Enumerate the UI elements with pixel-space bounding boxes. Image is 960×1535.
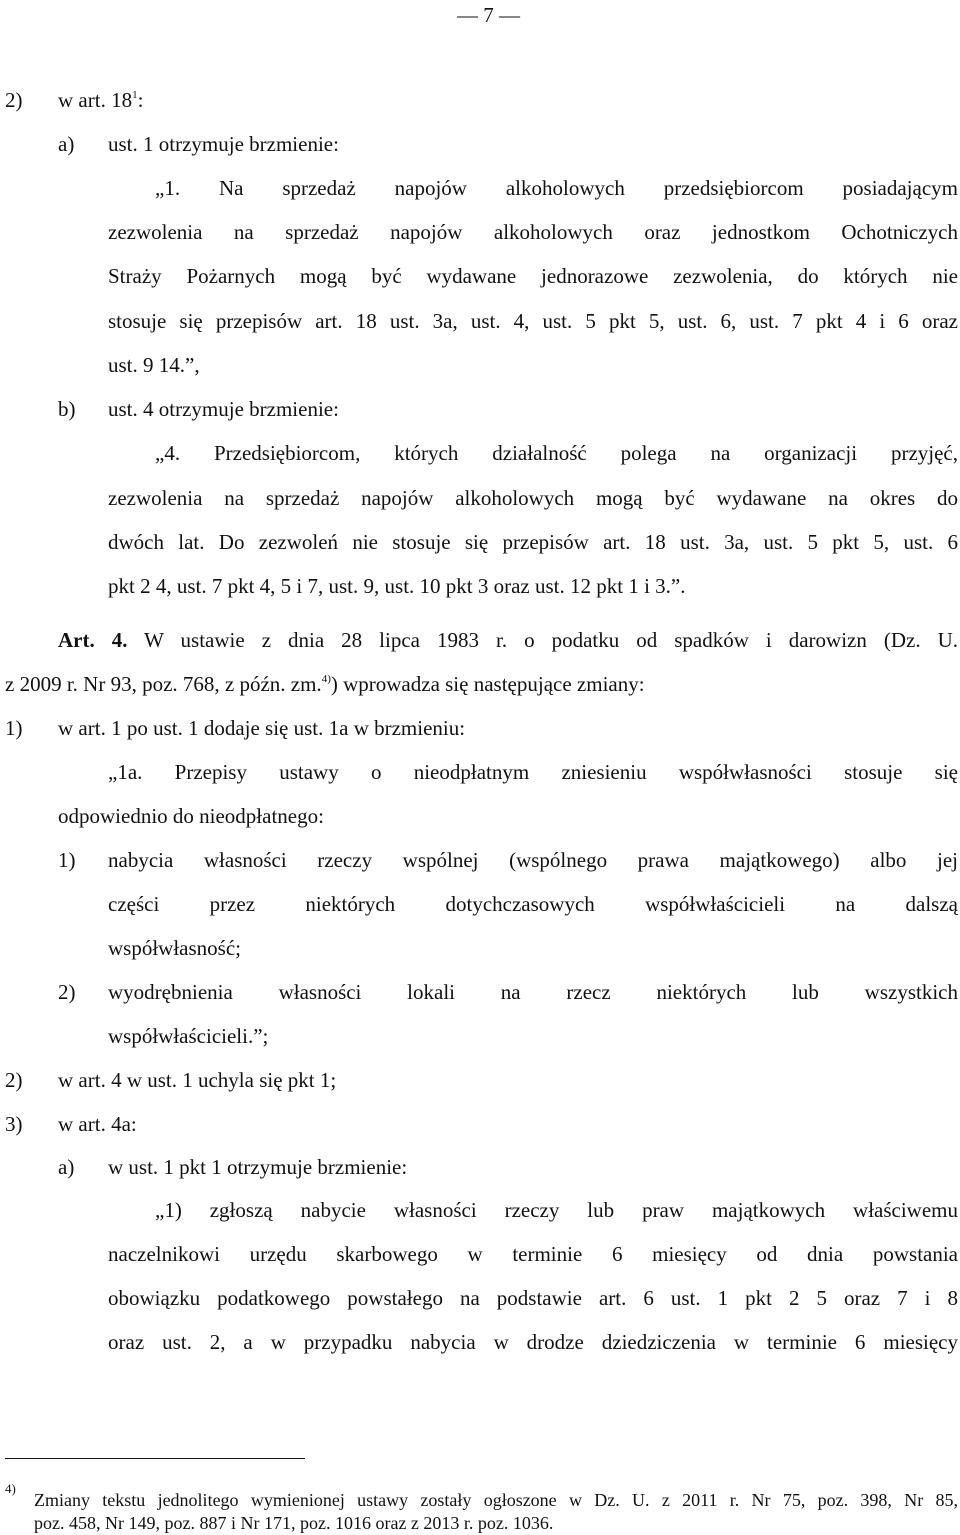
list-label: 3) (5, 1112, 23, 1136)
text-line: odpowiednio do nieodpłatnego: (58, 804, 324, 828)
text-line: ust. 1 otrzymuje brzmienie: (108, 132, 339, 156)
footnote-ref: 4) (321, 673, 331, 685)
superscript: 1 (132, 89, 138, 101)
text-line: ust. 9 14.”, (108, 353, 200, 377)
page-number: — 7 — (457, 3, 520, 27)
list-label: 2) (58, 980, 76, 1004)
text-line: ust. 4 otrzymuje brzmienie: (108, 397, 339, 421)
text-line: nabycia własności rzeczy wspólnej (wspólnego prawa majątkowego) albo jej (108, 848, 958, 872)
text-line: wyodrębnienia własności lokali na rzecz niektórych lub wszystkich (108, 980, 958, 1004)
footnote-mark: 4) (5, 1481, 16, 1496)
text-line: zezwolenia na sprzedaż napojów alkoholowych mogą być wydawane na okres do (108, 486, 958, 510)
footnote-text: poz. 458, Nr 149, poz. 887 i Nr 171, poz. 1016 oraz z 2013 r. poz. 1036. (34, 1513, 554, 1533)
text-line: Art. 4. W ustawie z dnia 28 lipca 1983 r. o podatku od spadków i darowizn (Dz. U. (58, 628, 958, 652)
text-line: zezwolenia na sprzedaż napojów alkoholowych oraz jednostkom Ochotniczych (108, 220, 958, 244)
text-line: dwóch lat. Do zezwoleń nie stosuje się przepisów art. 18 ust. 3a, ust. 5 pkt 5, ust. 6 (108, 530, 958, 554)
list-label: a) (58, 1155, 75, 1179)
text-line: obowiązku podatkowego powstałego na podstawie art. 6 ust. 1 pkt 2 5 oraz 7 i 8 (108, 1286, 958, 1310)
text-line: w art. 4 w ust. 1 uchyla się pkt 1; (58, 1068, 337, 1092)
text-line: naczelnikowi urzędu skarbowego w terminie 6 miesięcy od dnia powstania (108, 1242, 958, 1266)
text-line: Straży Pożarnych mogą być wydawane jednorazowe zezwolenia, do których nie (108, 264, 958, 288)
text-line: pkt 2 4, ust. 7 pkt 4, 5 i 7, ust. 9, ust. 10 pkt 3 oraz ust. 12 pkt 1 i 3.”. (108, 574, 686, 598)
text-line: „1a. Przepisy ustawy o nieodpłatnym zniesieniu współwłasności stosuje się (108, 760, 958, 784)
list-label: 2) (5, 1068, 23, 1092)
text-line: „4. Przedsiębiorcom, których działalność polega na organizacji przyjęć, (155, 441, 958, 465)
text-line: w ust. 1 pkt 1 otrzymuje brzmienie: (108, 1155, 408, 1179)
text-line: stosuje się przepisów art. 18 ust. 3a, ust. 4, ust. 5 pkt 5, ust. 6, ust. 7 pkt 4 i 6 oraz (108, 309, 958, 333)
text-line: oraz ust. 2, a w przypadku nabycia w drodze dziedziczenia w terminie 6 miesięcy (108, 1330, 958, 1354)
text-line: współwłasność; (108, 936, 241, 960)
text-line: w art. 1 po ust. 1 dodaje się ust. 1a w brzmieniu: (58, 716, 466, 740)
list-label: b) (58, 397, 76, 421)
list-label: a) (58, 132, 75, 156)
text-line: współwłaścicieli.”; (108, 1024, 269, 1048)
text-line: w art. 4a: (58, 1112, 137, 1136)
list-label: 1) (5, 716, 23, 740)
footnote-text: Zmiany tekstu jednolitego wymienionej ustawy zostały ogłoszone w Dz. U. z 2011 r. Nr 75, poz. 398, Nr 85, (34, 1490, 958, 1510)
article-heading: Art. 4. (58, 628, 128, 652)
text-line: „1) zgłoszą nabycie własności rzeczy lub praw majątkowych właściwemu (155, 1198, 958, 1222)
text-line: części przez niektórych dotychczasowych współwłaścicieli na dalszą (108, 892, 958, 916)
text-line: z 2009 r. Nr 93, poz. 768, z późn. zm.$^{4)}$) wprowadza się następujące zmiany: (5, 672, 645, 696)
text-line: „1. Na sprzedaż napojów alkoholowych przedsiębiorcom posiadającym (155, 176, 958, 200)
list-label: 2) (5, 88, 23, 112)
list-label: 1) (58, 848, 76, 872)
text-line: w art. $18^1$: (58, 88, 144, 112)
footnote-separator (5, 1458, 305, 1459)
